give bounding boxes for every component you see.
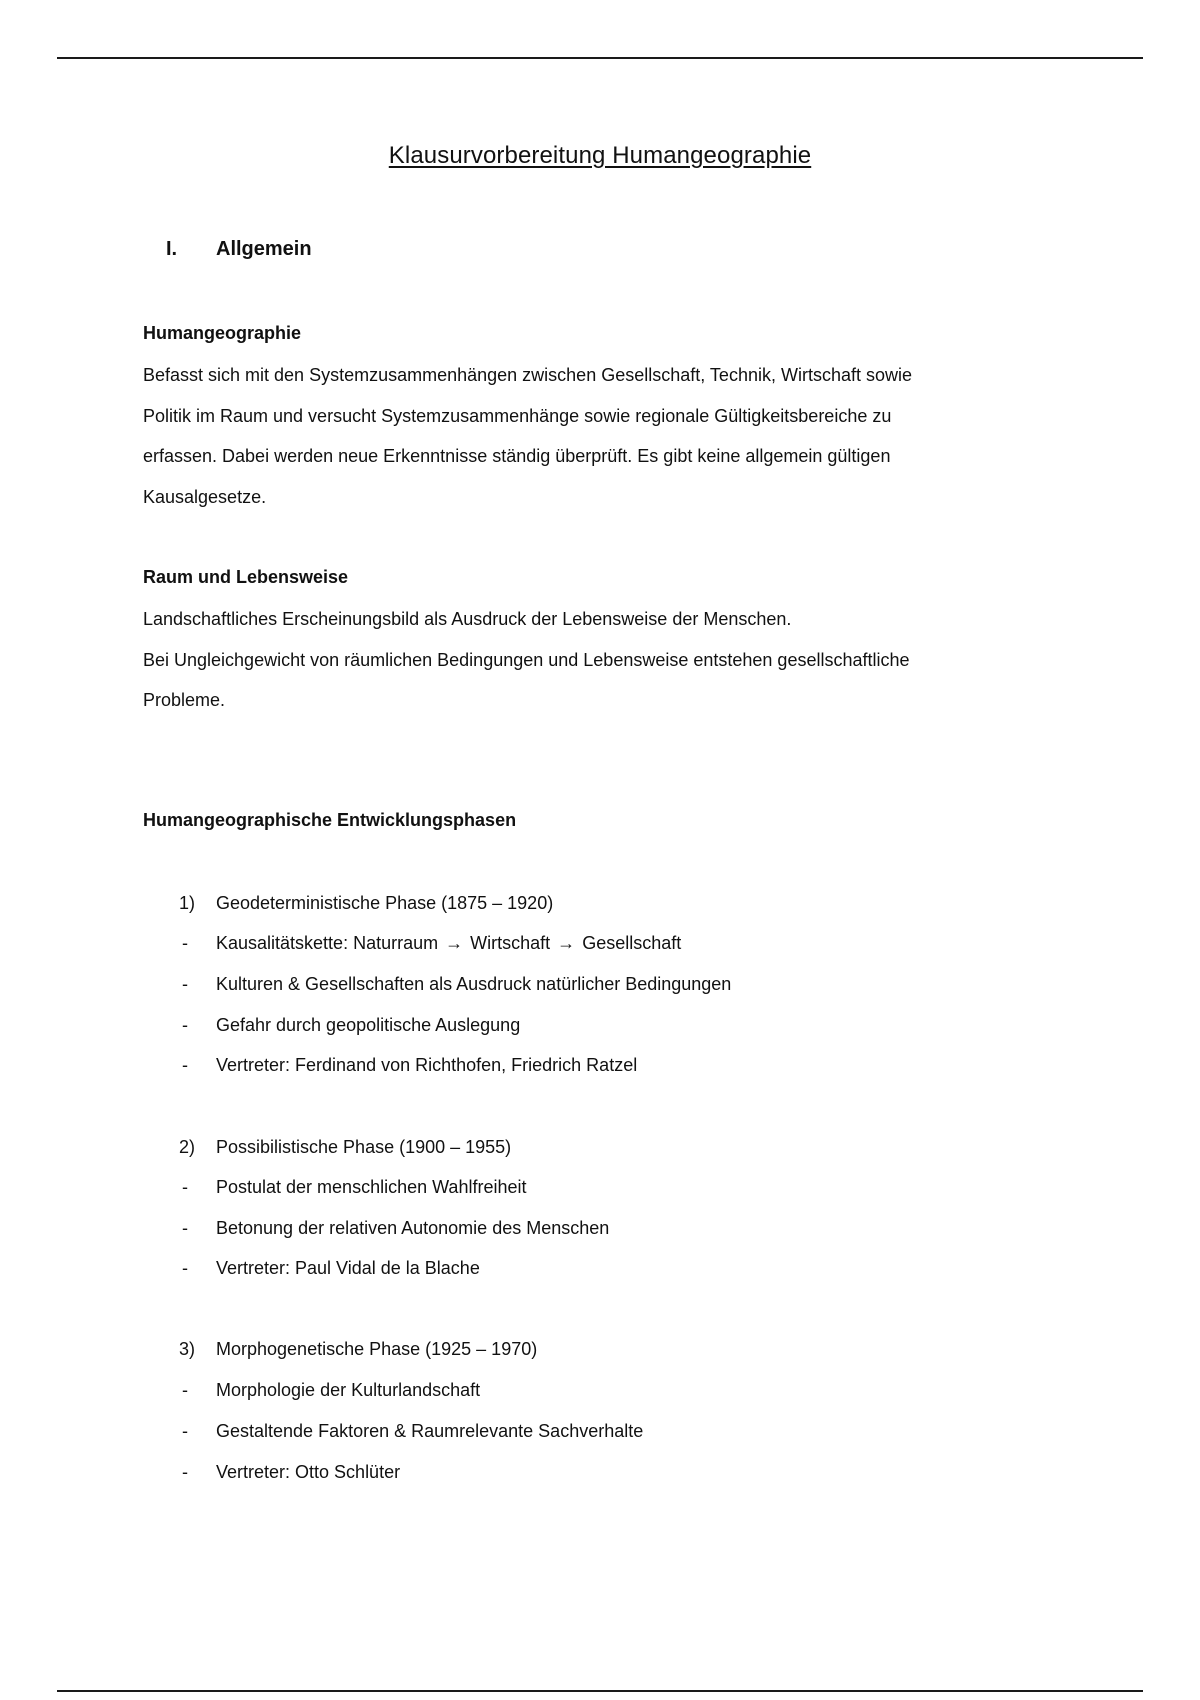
document-title: Klausurvorbereitung Humangeographie <box>388 142 812 169</box>
phase-number: 2) <box>179 1137 196 1157</box>
right-arrow-icon: → <box>557 933 576 953</box>
bullet-dash: - <box>182 1421 188 1441</box>
causal-chain-start: Kausalitätskette: Naturraum <box>216 933 439 953</box>
section-heading: Allgemein <box>216 238 312 260</box>
list-item: Gestaltende Faktoren & Raumrelevante Sachverhalte <box>216 1421 644 1441</box>
bullet-dash: - <box>182 1218 188 1238</box>
bullet-dash: - <box>182 974 188 994</box>
bullet-dash: - <box>182 1015 188 1035</box>
list-item: Morphologie der Kulturlandschaft <box>216 1380 481 1400</box>
list-item: Kulturen & Gesellschaften als Ausdruck natürlicher Bedingungen <box>216 974 732 994</box>
list-item: Betonung der relativen Autonomie des Menschen <box>216 1218 610 1238</box>
list-item: Postulat der menschlichen Wahlfreiheit <box>216 1177 527 1197</box>
phase-number: 3) <box>179 1339 196 1359</box>
section-number: I. <box>166 238 178 260</box>
list-item: Gefahr durch geopolitische Auslegung <box>216 1015 521 1035</box>
list-item: Vertreter: Ferdinand von Richthofen, Friedrich Ratzel <box>216 1055 638 1075</box>
right-arrow-icon: → <box>445 933 464 953</box>
bullet-dash: - <box>182 1380 188 1400</box>
bottom-rule <box>57 1690 1143 1692</box>
phase-number: 1) <box>179 893 196 913</box>
paragraph-line: Kausalgesetze. <box>143 487 267 507</box>
paragraph-line: Befasst sich mit den Systemzusammenhängen zwischen Gesellschaft, Technik, Wirtschaft sowie <box>143 365 912 385</box>
bullet-dash: - <box>182 1462 188 1482</box>
subheading-entwicklungsphasen: Humangeographische Entwicklungsphasen <box>143 810 517 830</box>
paragraph-line: Probleme. <box>143 690 226 710</box>
phase-title: Morphogenetische Phase (1925 – 1970) <box>216 1339 538 1359</box>
causal-chain-end: Gesellschaft <box>582 933 682 953</box>
bullet-dash: - <box>182 1177 188 1197</box>
bullet-dash: - <box>182 1055 188 1075</box>
causal-chain-middle: Wirtschaft <box>470 933 551 953</box>
phase-title: Geodeterministische Phase (1875 – 1920) <box>216 893 554 913</box>
list-item: Vertreter: Otto Schlüter <box>216 1462 401 1482</box>
subheading-raum-und-lebensweise: Raum und Lebensweise <box>143 567 349 587</box>
bullet-dash: - <box>182 933 188 953</box>
causal-chain-item <box>216 933 681 954</box>
phase-title: Possibilistische Phase (1900 – 1955) <box>216 1137 512 1157</box>
paragraph-line: Bei Ungleichgewicht von räumlichen Bedingungen und Lebensweise entstehen gesellschaftliche <box>143 650 910 670</box>
paragraph-line: erfassen. Dabei werden neue Erkenntnisse ständig überprüft. Es gibt keine allgemein gültigen <box>143 446 891 466</box>
list-item: Vertreter: Paul Vidal de la Blache <box>216 1258 480 1278</box>
subheading-humangeographie: Humangeographie <box>143 323 302 343</box>
paragraph-line: Politik im Raum und versucht Systemzusammenhänge sowie regionale Gültigkeitsbereiche zu <box>143 406 892 426</box>
paragraph-line: Landschaftliches Erscheinungsbild als Ausdruck der Lebensweise der Menschen. <box>143 609 792 629</box>
bullet-dash: - <box>182 1258 188 1278</box>
